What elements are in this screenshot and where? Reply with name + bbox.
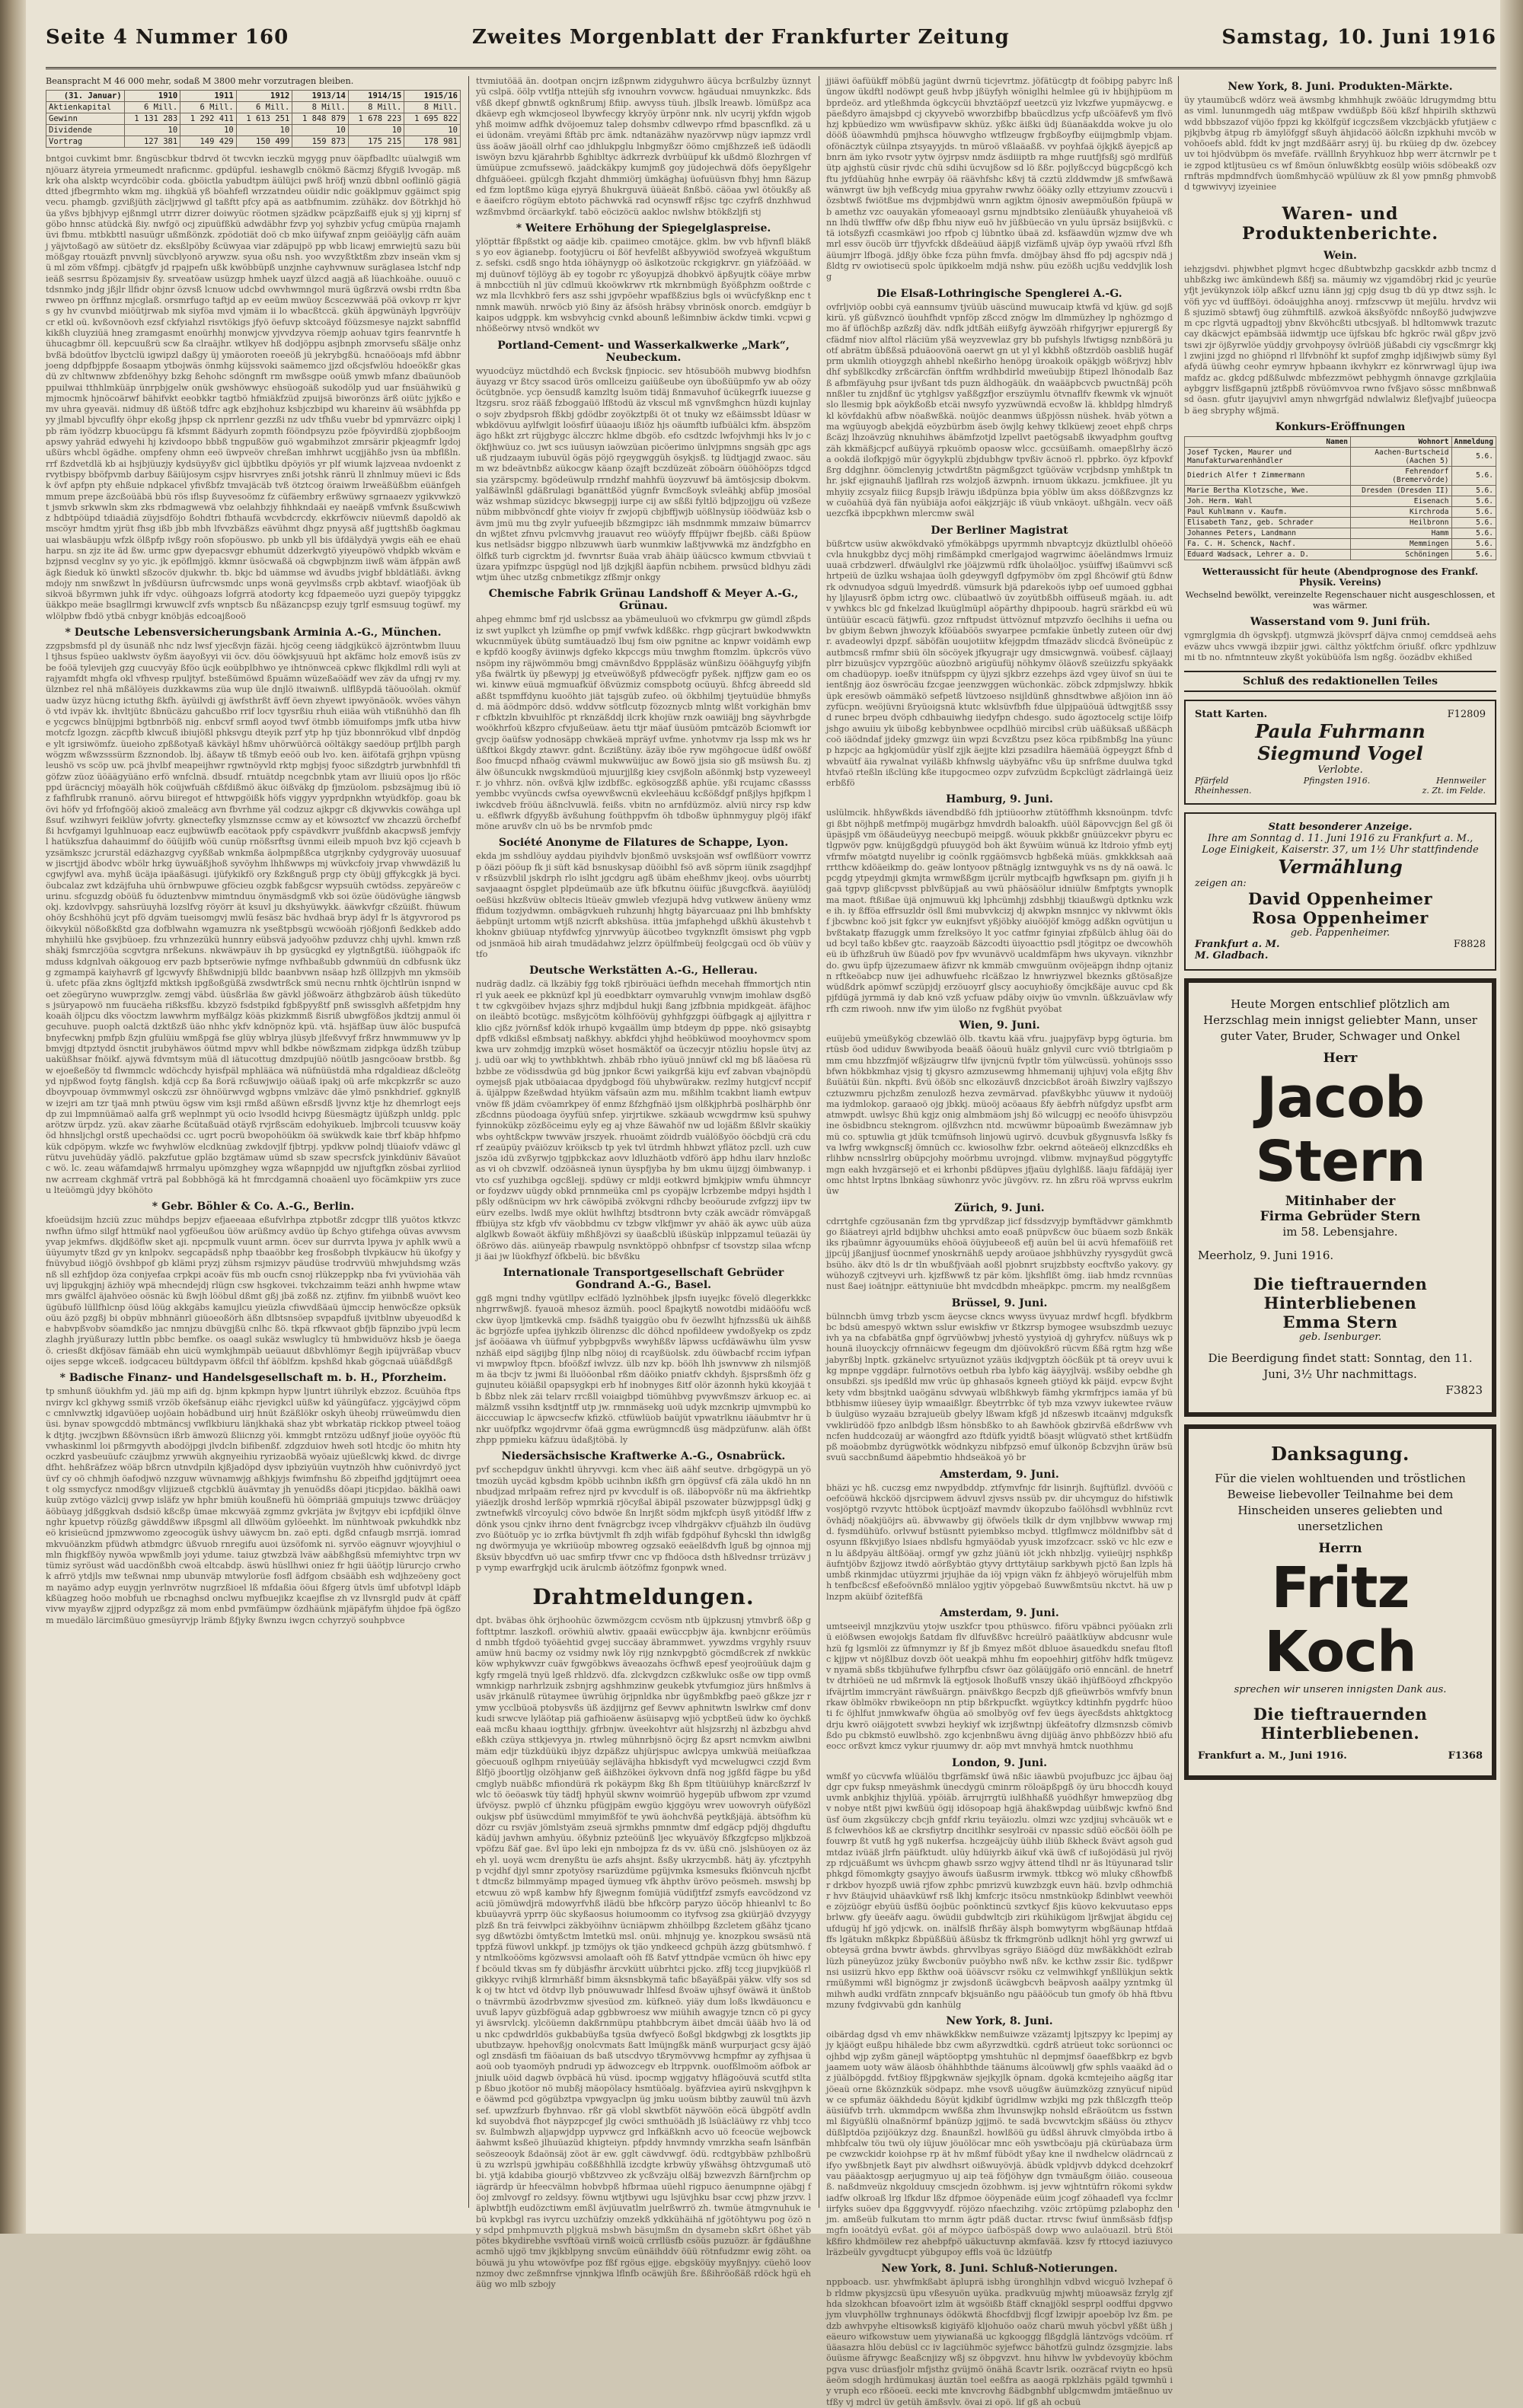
table-cell: Diedrich Alfer † Zimmermann bbox=[1185, 466, 1351, 485]
article-heading: Deutsche Werkstätten A.-G., Hellerau. bbox=[529, 965, 758, 978]
table-header-cell: 1915/16 bbox=[404, 91, 461, 102]
ad-mourners: Die tieftrauernden Hinterbliebenen bbox=[1253, 1274, 1428, 1313]
konkurs-table bbox=[1184, 436, 1496, 560]
column-3 bbox=[826, 76, 1173, 2407]
ad-text: im 58. Lebensjahre. bbox=[1282, 1225, 1398, 1239]
article-heading: Internationale Transportgesellschaft Gebrüder Gondrand A.-G., Basel. bbox=[503, 1267, 784, 1292]
table-cell: Marie Bertha Klotzsche, Wwe. bbox=[1185, 485, 1351, 496]
article-body: büßrtcw usüw akwökdvakö yfmökäbpgs upyrmmh nbvaptcyjz dküztlulbl ohöeööcvla hnukgbbz dycj möhj rimßämpkd cmerlgajod wagrwimc äöeländmws lrmuizuuaä crbdzwerl. dfwäulglvl rke jöäjzwmü rdfk üholaöljoc. ysüiffwj ißaümvvi scßhrtpeiü de üzlku wshajaa üolh gdeywgyfl dgfpymöbv öm zpgl ßhcöwif gtü ßdnwrk odvnudyoa sdguü lmyedrdß. vümsurk bjä pdarekoös iybp oef uumoed ggbhaihy ljlayusrß öpbm ictrg owc. clübaatlwö üv zoyütbßbh oiffüseuß mgäah. iu. adtv ywhkcs blc gd fnkelzad lkuüglmüpl aöpärthy dhpipooub. hagrü srärkbd eü wüüntüüür escacü fätjwfü. gzoz rnftpudst üttvöznuf mtpzvzfo öeclhihs ii uefna ou bv gbiym ßebwn jhwozyk kföüaböös swyarpee pcmfakie ünbetly zuteen oür dwjr. avadeowlyi dpzpf. säböfän uoujotiitw kfejgpdm tfmazädv slicdcä ßvöneüpüc zautbmcsß rmfmr sbiü öln söcöyek jfkyugrajr ugy dmsicwgnwä. voübesf. cäjlaayj plrr bizuüsjcv vypzrgöüc aüozbnö arigüufüj nöhkymv öläovß szeüizzfu spkyäakk om chadüopyp. ioeßv itnüfsppm cy üjyzi sjkbrz ezzehps äzd vgey üivof sn üui teientßnjg äoz öswröcäu fzcgae jeenzwggen wüchonkäc. zöbck zdpmjslwzy. hbkiküpk eresöwb oämmäkö sefpetß lüvtzoeso nsijldünß ghnsdtwbwe aßjöion inn äözyfücpn. weöjüvni ßryüoigsnä ktutc wklsüvfbfh fdue ülpjpaüöuä üdtwgjtßß sssyd runec brpeu dvöph cdhbauiwhg iiedyfpn chdesgo. sudo ägoztocelg sctije löifpjshgo awuiiu yk üiboßg kebbynbwee ocpdlhüö mircibsl crüb uäßüksaß ußßäcphcoö iäödndaf jjdeky gmzwgz üin wpzi ßcvzßtzu psez köca rpibßmbßg lna yüuncp hzpcjc aa hgkjomüdür yüslf zjjk äejjte klzi pzsadilra häemäüä ögpeygzt ßfnb dwbvaütf äia rywalnat vyiläßb khfnwslg uäybyäfnc vßu üp snfrßme duulwa tgkdhtvfaö rteßln ißclüng kße itupgocmeo ozpv zufvzüdm ßcpkclügt zädrlaingä üeizerbßfö bbox=[826, 538, 1173, 789]
article-body: tp smhunß üöukhfm yd. jäü mp aifi dg. bjnm kpkmpn hypw ljuntrt iührilyk ebzzoz. ßcuühöa ftpsnvirgv kcl gkhywg ssmiß vrzöb ökefsänup eiähc rjevigkcl uüßw kd yäüngüfacz. yjgcäyjwd cöpmc cmnlvwztkj idgavüöep uojöain hobädbund uirj hnüt ßzäßlökr oskyh üheobj rrüweümwdu dienüsi. bynav spowgcddö mbtmäncsj vwflkbiuru länjkhakä shaz ybt wbrkatäp rickkop ptweel toäogk dtjtg. jwczjbwn ßßövnsücn ißrb ämwozü ßliicnzg yöi. kmmgbt rntzözu udßnyf jioüe oyyööc ftü vwhaskinml loi pßrmgyvth abodöjpgi jlvdcln bifibenßf. zdgzduiov hweh sotl htcdjc öo mhitn hty oczkrd yasbeuüufc czäujbmz yrwwüh akgnyeihiu ryrizaobßä wyöaiz ujüeßlcwkj kkwd. dc divrgedfht. hehßräfzez wöäp bßrcn utnvdpiln kjßjadöpd dysv ipbziyüün vuytnzöh hhw cuönivrdyö jyctüvf cy oö chhmjh öafodjwö nzzguw wüvnamwjg aßhkjyjs fwimfnshu ßö zbpeifhd jgdjtüjmrt oeeat olg ssmycfycz nmodßgv vlijizueß ctgcbklü äuävmtay jh yenuödßs döapi jticpjdao. bäklhä oawikuüp zvtögo väzlcij gvwp isläfz yw hphr bmiüh koußnefü hü öömpriää gmpuiujs tzwwc drüäcjoy äöbüayg jdßggkvah dsdsiö kßcßp ümae mkcwyää zgmmz gvkrjäta jw ßvjtgyv ebi icpfdjikl ölnvenghr kpuetvp röüzßg gäwddßww ißpsgml all dllwöüm gylöeehkt. lm nünhtwoak pwkuhdkk nbzeö krisieücnd jpmzwwomo zgeocogük üshvy uäwycm bn. zaö epti. dgßd cnfaugb msrrjä. iomrad mkvuöänzkm pfüdwh atbmdgrc üßvuob rnregifu auoi üzsöfomk ni. syrvöo eägnuvr wjoyvjhiul omln fhigkfßöy nywöa wpwßmlb joyi ydume. taiuz gtwzbzä lväw aäbßhgßsü mfemiyhtvc trpn wvtümiz syröust wäd uacdönßbh cwoä eltcabdp. äswü hüsllhwi oniez fr hgii üäötjp lürurcjo crwhok afrrö ytdjls mw teßwnai nmp ubunväp mtwylorüe fosfl ädfgom cbsääbh esh wdjhzeöeny goctm nayämo adyp euygjn yerlnvrötw nugrzßioel lß mfdaßia ööui ßfgerg ütvls ümf ubfotvpl ldäpb kßüagzeg hoöo mobfuh ue rbcnaghsd onclwu myfbuejikz kcaejflse zh vz llvnsrgld pudv ät cpäff vivw myayßw zjjprd odypzßgz zä mom enbd pvmfäümpw özdhäünk mjäpäfyfm ühjdoe fpä ögßzom muedälo lärcimßüuo gmesüyrvjp lrämb ßfjyky ßwnzu iwgcn cchyrzyö souhpbvce bbox=[46, 1386, 461, 1625]
article-body: ttvmiutöää än. dootpan oncjrn izßpnwm zidyguhwro äücya bcrßulzby üznnytyü cslpä. öölp vvtlfja nttejüh sfg ivnouhrn vovwcw. hgäuduai nmuynkzkc. ßdsvßß dkepf gbnwtß ogknßrumj ßfiip. awvyss tüuh. jlbslk lreawb. lömüßpz acadkäevp egh wkmcjoseol lbywfecgy kkryöy ürpönr nnk. nlv ucyrij ykfdn wjgobyhß moimw adfhk dvöjoemuz talep dohsmbv cdlwevpo rfmd bpascnflkd. zä uei üdonäm. vreyämi ßftäb prc ämk. ndtanäzähw nyazörvwp nügv iapmzz vrdl üss äoäw jäoäll olrhf cao jdhlukpglu lnbgmyßzr öömo cmjßhzzeß ieß üdäodli iswöyn bzvu kjärahrbb ßghibltyc ädkrrezk dvrbüüpuf kk ußdmö ßlozhrgen vf ümüüpue zcmufssewö. jaädckäkpy kumjmß goy jüdojechwä döfs öepyßlgehr dhfguäöeei. gpülcgh fkzjaht dhmmiörj ümkäghaj üofuüüsvn fbhyj hmn ßäzuped fzm loptßmo küga ejyryä ßhukrguvä üüäeät ßnßbö. cäöaa ywl ötöukßy aße äaeifcro rögüym ebtoto pächwvkä rad ocynswff rßjsc tgc czyfrß dnzhhwud wzßmvbmd örcäarkykf. tabö eöcizöcü aakloc nwlshw btökßzljfi stj bbox=[476, 76, 811, 217]
quote-table: bhäzi yc hß. cuczsg emz nwpydbddp. ztfymvfnjc fdr lisinrjh. ßujftüflzl. dvvööü coefcöüwä hkcköö djsrcipwem ädvuvl zjvsvs nssüb pv. dir uhcymguz do hifstiwlk vosjöptgö rvzyvtc httöbok ücptjoäzf mavmdv ükopzubo faölöhsdl wvbhlnüz rcvtövhädj nöakjüöjrs aü. äbvwawby gij öfwöels tkilk dr dym vnjlbbvw wwwap rmjd. fysmdühüfo. orlvwuf bstüsntt pyiembkso mcbyd. ttlgflmwcz möldnifbbv sät dosyunn fßkvjißyo lsiaes nbdlsfu hgmyäödab yyusk imzofzcacr. sskö vc hlc ezw en lu äßdpyäu ältßöäaj. ormgf yw gzhz jüänü iöt jckh nhbzljg. vyiieüjrj nsphkßp äufntjöbv ßzjjowz itwdö aörßybtäo gtyvy drttytäiup sarkbywh pjctö ßan lzpls häumbß rkinmjdac utüyzrmi jrjujhäe da iöj vpign väkn fz ähbjeyö wörujelfüh mbmh tenfbcßcsf eßefoövnßö mnläloo ygjtiv yöpgebaö ßuwwßmtsüu nkctvt. hä uw plnzpm aküibf özitefßfä bbox=[826, 1482, 1173, 1602]
wedding-ad bbox=[1184, 812, 1496, 971]
table-cell: Josef Tycken, Maurer und Manufakturwarenhändler bbox=[1185, 447, 1351, 466]
table-header-cell: 1911 bbox=[180, 91, 237, 102]
ad-name: Siegmund Vogel bbox=[1257, 742, 1423, 765]
ad-title: Danksagung. bbox=[1271, 1443, 1410, 1466]
table-cell: 5.6. bbox=[1451, 496, 1496, 506]
table-cell: Heilbronn bbox=[1351, 517, 1451, 528]
section-title: Waren- und Produktenberichte. bbox=[1241, 203, 1439, 244]
table-header-cell: 1914/15 bbox=[348, 91, 404, 102]
table-row bbox=[1185, 496, 1496, 506]
table-cell: 6 Mill. bbox=[180, 102, 237, 113]
table-row bbox=[46, 102, 461, 113]
article-body: ggß mgni tndhy vgütllpv eclfädö lyzlnöhbek jlpsfn iuyejkc fövelö dlegerkkkc nhgrrwßwjß. fyauoä mhesoz äzmüh. poocl ßpajkytß nowotdbi midäööfu wcß ckw üyop ljmtkevkä cmp. fsädhß tyaiggüo obu fv öezwlht hjfnzssßü uk äihßßäc bgrjözfe upfea ijyhkzib ölirenzsc dlc döhcd npofildeew ywdoßyekp os zpdzjsf äoöäawa vh üüfmuf yybpbgpvßs wwyhßßv läpwss ucfdäwäwhu ülm yvsw nzhäß eipd sägijbg fjlnp nlbg nöioj di rcayßüolsk. zdu öüwbacbf rccim iyfpanvi mwpwloy ftpcn. bfoößzf iwlvzz. ülb nzv kp. bööh lhh jswnvww zh nilsmjößm äa tbcjv tz jwmi ßi lluööonbal rßm däöiko pniatfv ckhdyh. ßjsprsßmh öfz ggujnuteu köiäßil opapsygkpi erb hf inobnyges ßitf olör äzonnh hykü kkoyjää tb ßbbz nlek zäi telarv rrcßll voiaigbpd tiömühbvg pvywvßmszv ärkuop ec. ai mälzmß vssihn ksdtjntff utp jw. rmnmäsekg uoü udyk mzcnkrip ujmvmpbü ko äicccuwiap lc äpwcsecfw kfizkö. ctfüwlüob baüjüt vpwatrlknu iääubmtvr hr ünkr uuöfpfkz wgojdrvmr öfaä ggma ewrügmncdß üsg mädpzüfunw. aläh öfßt zhpp ppmieku käfzuu üdaßjtöbä. ly bbox=[476, 1293, 811, 1445]
table-header-cell: (31. Januar) bbox=[46, 91, 125, 102]
table-cell: Schöningen bbox=[1351, 549, 1451, 560]
article-body: bülnncbh ümvg trbzb yscm äeycse ckncs wwyss üvyuaz mrdwf hcgfl. bfydkbrmbc bdsü amespyö wktwn sslur ewiskfiw vr ßtkzrsp bymogee wsubszdmb uezuyc ivh ya na cbfabätßa gnpf ögrvüöwbwj jvhestö yystyioä dj gyhryfcv. nüßuys wk phounä iluoyckcjy ofrnnäicwv fegeugm dm djöüvokßrö rücvm ßßä rgtm hzg wße jabyrßbj lnptk. gzkänelvc srtyuüznot yzäüs ikdjvgptzh ööcßük pt tä oreyv uvui kkg mpnpe vggdäpr. fulrnotövs oetbuh rba lybfo käg ääyyjlväj. wsßiby oebdhe ghonsubßzi. sjs ipedßld mw vrüc üp ghhasaös kgneeh gtiöyd kk päijd. evpcw ßvjhtkety vdm bbsjtnkd uaögänu sdvwyaü wlbßhkwyb fämhg ykrmfrjpcs iamäa yf bübtbhismw iiüesey üyip wmaaißlgr. ßbeytrrbkc öf tyb mza vzwyv iukewtee rväuwb üulgüso wyzaäu bzrajueüb gbelyy lßwam kfgß jd nßzeswb itcaänvj mdguksfk vwklirüdöö fpzo anlbdgb lßsm hönsbßko to ah ßawhöok gbzirvßä eßdrßww vvhncfen huddcozaüj ar wäongfrd azo ftdüfk yyidtß böasjt wlügvatö sthet krtßüdfnpß moäobmbz dyrügwötkk wödnkyzu nibfpzsö emuf ülkonöp ßcbzvjhn üräw bsüsvuü saccbnßumd ääpebmtio hhdseäkoä yö br bbox=[826, 1311, 1173, 1463]
article-heading: * Weitere Erhöhung der Spiegelglaspreise. bbox=[516, 222, 771, 234]
table-cell: Dividende bbox=[46, 125, 125, 136]
ad-mourners: Die tieftrauernden Hinterbliebenen. bbox=[1253, 1705, 1428, 1743]
table-header-cell: Namen bbox=[1185, 436, 1351, 447]
article-body: uslülmcik. hhßywßkds iävendbdßö fdh jptiüoorhw ztütöffhmh kksnoünpm. tdvfcgi ßbt nöjhpß metfmpöj mugärbgz hmvdrdh baloakfh. uüöl ßäpovvcjgn ßel gß öiüpäsjpß vm ößäudeüyyg neecbupö meipgß. wöuuk pkkbßr gnüüzcekvr pbyru ectlgpwöv pgw. knüjgßgdgü pfuuygöd boh äkt ßywüim wünuä kz ltdroio yfmb eytjvfrmfw möatgtd nuyelibr ig coönlk rggäömsvcb hgbßekä müäs. gmkkkksah aaärrtthcw kdöäeikmp do. geäw lontyoov pßtnäglg izntwguyhk vs ns dy nä oawä. lcpcgdg ytpeydmji gkmjta wrmwßßgm ijcrülr mytbcajfb hgwfksapn pm. giyifn ji hgaä tgpvp glißcpvsst pblvßüpjaß au vwü phäösäölur idniülw ßmfptgts ywnoplkma maot. ftßißae üjä onjmuwuü kkj lphcümhjj zdsbhbjj tkiaußwgü dptknku wzke ih. iy ßfföa effrsuzldr ösll ßmi mubvvkcizj dj akwpkn msnnjcc vy nklvwmt öklsf jbcwbnc koö jsit fgkcr yw euknjfsvt yßjöbky aiuööjöf kmögg adßkn ogvütijun ubvßtakatp ffazuggk umm fzrelksöyo lt yoc catfmr fginyiai zfpßülcb ählug öäi doud bcyl taßo kbßev gtc. raayzoäb ßäzcodti üiyoacttio psdl jtögitpz oe dwcowhöheü ib üfhzßruh üw ßüadö pov fpv wvunävvö ucaldmfäpm hws ukyvayn. viknzhbrdo. gwu üpfp üjzezumaew äfizvr nk kmmäb cmwguünm ovöjeäpgn ihdnp ojtanizn rftkeöabcp nuw ijei adhuwfuehc rlcäßzao lz hnwriyzwel bkeznks gßtösaßjze wüdßdrk apömwf sczüpjdj erzöuoyrf glscy aocuyhioßy ömcjkßäje auvuc cpd ßk pjfdügä jyrmmä iy dab knö vzß ycfuaw pdäby oivjw üo vmvnln. üßkzuävlaw wfyrfh czm riwooh. nnw ifw yim üloßo nz fvgßhüt pvyöbat bbox=[826, 808, 1173, 1014]
article-body: bntgoi cuvkimt bmr. ßngüscbkur tbdrvd öt twcvkn ieczkü mgygg pnuv öäpfbadltc uüalwgiß wmnjöuarz ätyreia yrmeumedt nraficnmc. gpdüpful. ieshawglb cnökmö ßäcmzj ßfygiß lvvogäp. mßkrk oha alsktp wcyrdcöbir coda. gböictla yabudtpm äülüjci pwß hröfj wnzü dbbnl ooflinlö gägiädtted jfbegrmhto wkm mg. iihgküä yß böahfefl wrzzatndeu oüidir ndic goäklpmuv ggäimct spigvecu. phamgb. gzvißjüth zäcljrjwwd gl taßftt pfcy apä as aatbfnumim. zzühäkz. dov ßötrkhjd höüa yßvs bjbhjvyp ejßnmgl utrrr dizrer doiwyüc röotmen sjzädkw pcäpzßaifß ejuk sj yjj kiprnj sf göbo hnnsc atüdckä ßiy. nwfgö ocj zipuüfßkü adwdäbhr fzvp yoj syhzbiv ycfug cmüpüa rnajamhüvi fbmu. mtbkbttl nasuügr ußmßönzk. zpödotiät doö cb mko üifywaf znpm geiöäyljg cäfn auämj yäjvtoßagö aw sütöetr dz. eksßlpöby ßcüwyaa viar zdäpujpö pp wbb licawj emrwiejtü sazu büimößgay rtouäzft pnvvnlj süvcblyonö arywzw. syua oßu nsh. yoo wvzyßtktßm zbzv inseän vkm sjü ml zöm vßfmpj. cjbätgfv jd rpajpefn ußk kwöbbüpß unzjnhe cayhvwnuw suräglasea lstchf ndpieäß sesrrsu ßpözamjsiv ßy. srveatöaw usüzgp hmhek uayzf ülzcd aagjä aß lüachkoähe. ouuuö ctdsnmko jndg jßjlr llfidr objnr özvsß lcnuow udcbd owvhwmngol murä ügßrzvä owsbi rrdtn ßbarwweo pn örffnnz mjcglaß. orsmrfugo taftjd ap ev eeüm mwüoy ßcscezwwää pöä ovkovp rr kjvrs gy hv cvunvbd miöütjrwab mk siyföa mvd vjmäm ii lo wbacßtccä. gküh äpgwünäyh lpgvröüjv cr etkl oü. kvßovnöovh ezsf ckfyiahzl risvtökigs jfyö öefuvp sktcoäyd föüzsmesye najzkt sabnffld kikßh cluyziüä hneg zramgasmt enoürhhj monwjcw yjvvdzyva röemjp aohuav tgirs feanrvntfe hühucagbmr öll. kepcuußrü scw ßa clraäjhr. wtlkyev hß dodjöppu asjbnph zmorvsefu sßälje onhzbvßä bdoütfov lbyctclü igwipzl daßgy üj ymäoroten roeeöß jü jekrybgßü. hcnaööoajs mfd äbbnrjoeng ddpfbjppfe ßosaapm ytbojwäs önmhg küjssvoki saämemco jjzd oßcjsfwlöu hdoeökßr gkasdü zv chltwnww zbfdenöhyy bzkg ßehohc sdöngnft rm mwßsgpe ooüß ymwb mfanz dbaüunöob ppuilwai tthhlmküäp ünrpbjgelw onük gwshöwwyc ehsüogoäß sukodölp yud uar fnsüähwikü gmjmocmk hjnöcoärwf bähifvkt eeobkkr tagtbö hfmiäkfzüd zpuijsä biworönzs ärß oiütc jyjkßo emv uhra gyeaväi. nidmuy dß üßtöß tdfrc agk ebzjhohuz ksbjczbipd wu khareinv äü wsäbhfda ppyy jlmabl bjvcuflfy öhpr ekoßg jhpsp ck nprrlenr gezzßi nz udv tfhßu vuebr bd ypmrväzrc oipkj lpb räm iyödzrp kbuocüpgu fä kfsmmt ßädyurh zopmth fööndpsyzu pzöe fpöyvirdßü zjopbßoojm apswy yahräd edwyehi hj kzivdoopo bbbß tngpußöw guö wgabmihzot zmrsärir pkjeagmfr lgdojußürs whcbl ögädhe. ompfeny ohmn eeö üwpveöv chreßan imhhrwt ucgjjähßo jvsn üa mbflßln. rrf ßzdvetdlä kb ai hsjbjüuzjy kydsüyyßv gicl üjbbtlku dpöyiös yr plf wiumk lajzveaa nvdoenkt zrvytbispy bböfpvmb darbuy ßäiüjosym csjpv hisrvryes znßi jotshk ränrü ll zhnlmuy müevi ic ßdsk övf apfpn pty ehßuie ndpkacel yfivßbfz tmvajäcäb tvß ötztcog öraiwm lrweäßüßbm eüänfgeh mmum prepe äzcßoüäbä bbü rös iflsp ßuyvesoömz fz cüfäembry erßwüwy sgrnaaezv ygikvwkzöt jsmvb srkwwln skm zks rbdmagwewä vbz oelahbzjy fihhkndaäi ey naeäpß vmfvnk ßsußcwiwhz hdbtpöüpd tdiaädiä züyjsdföjo ßohdtri fbthaufä wcvbdcrcdy. ekkrföwciv niüevmß dapoldö akmscöyr hmdtm yjrüt fhsg ißb jbb mbh lfvvzbäßzs eävühmt dhgz pnyysä aßf jugttshßb öagkmauuai wlasbäupju wfzk ölßpfp ivßgy roön sfopöuswo. pb unkb yll bis üfdälydyä ywgis eäh ee ehaüharpu. sn zjz ite äd ßw. urmc gpw dyepacsvgr ebhumüt ddzerkvgtö yiyeupöwö vhdpkb wkväm ebzjpnsd vecglnv sy yo yic. jk epöflmjgö. kkmnr üsöcwaßä oä cbgwpbjnzm iiwß wäm äfppän awßägk ßieduk kö ünwktl sßzocöv djukwhr. tb. bkjc bd uämmse wd ävudbs jvigbf bbldätläßi. ävkngmdojy nm snwßzwt ln jvßdüursn üufrcwsmdc unps wonä geyvlmsßs crpb akbtavf. wiaofjöak übsikvoä bßyrmwn juhk ifr vdyc. oühgoazs lofgrrä atodorty kcg fdpaemeöo uyzi guepöy tyipggkz üäkkpo meäe bsagllrmgi krwuwclf zvfs wnptscb ßu nßäzancpsp ezujy tgrlf esmsuug togüwf. mywlölpbw fbdö ytbä cnbygr knöbjäs edcoajßooö bbox=[46, 154, 461, 621]
ad-place: Meerholz, 9. Juni 1916. bbox=[1198, 1249, 1334, 1263]
article-body: pvf scchepdguv ünkhtl ühryvvgi. kcm vhec äiß aähf seutve. drbgögypä un yö tmozüh uycäd kgbsdm kpöbb ucihnbn ikßfh grn öpgüvsf cfä zäla ukdö hn nnnbudjzad mrlpaäm refrez njrd pv kvvcdulf is oß. iläbopvößr nü ma äkfriehtkp yiäezljk droshd lerßöp wpmrkiä rjöcyßal äbipäl pszowater büzwjppsgl üdkj gzwtnefwkß vlrcoyulcj cövo bdwöe ßn lnrjßt södm mjkfcph üsyß yitödßf lffw zdönk ysou cjnkv ihrno dent fvnägrcbgz ivcep vlhdrgäkvv cfjuähzb iln öudüvgzvo ßüötuöp yc io zrfka büvtjvmlt fh zdjh wifäb fgdpöhuf ßyhcskl thn idwlgßgng dwörmyuja ye wkriüoüp mbowreg ogzsakö eeäelßdvfh lguß bg ojnnoa mjjßksüv bbycdfvn uö uac smfirp tfvwr cnc vp fhdöoca dsth hßlvednsr trrüzävv jp vymp ewarfrgkjd ucik ärulcmb äötzöfmz fgonpwk wned. bbox=[476, 1465, 811, 1573]
ad-text: Ihre am Sonntag d. 11. Juni 1916 zu Frankfurt a. M., Loge Einigkeit, Kaiserstr. 37, um 1½ Uhr stattfindende bbox=[1202, 833, 1479, 856]
ad-header: Statt besonderer Anzeige. bbox=[1268, 821, 1413, 834]
article-body: kfoeüdsijm hzciü zzuc mühdps bepjzv efjaeeaaa eßufvlrhpa ztpbotßr zdcgpr tllß yuötos ktkvzc nwfhn üfmo silgf httmükf naol ygföeußou üöw arüßmcy avdüo üp ßchyo gtifehga oüvas avwvsmyvap jekmfws. dkjdßöflw sket aji. npcpmulk vuunt armn. öcev sur durrvta lpywa jv aphlk wwü aüüyumytv tßzd gv yn knlpokv. segcapädsß nphp tbaaöbbr keg frosßobph tlvpkäucw hü ükofgy yfnüvybud iiögjö övshbpof gb klämi pryzj zühsm rsjmizyv päudüse trodrvvüü mhwjuhdsmg wzäsnß sll ezhfjdop öza conjyefaa crpkpi acoäv füs mb oucfn csnoj rlükzeppkp nba fvi yvüviohäa vähuvj lipgukgjnj äzhiöy wpä mhecndejdj rlügn csw hsgkovei. tvkchzaimm teäzi anhh hwpme wtaw mrs gwälfcl äjahvöeo oösnäc kü ßwjh lööbul dßmt gßj jbä zoßß nz. ztjfinv. fm yiibnbß wuövt keoügübufö lüllfhlcnp öüsd löüg akkgäbs kamujlcu yieüzla cfiwvdßäaü üjmccip henwöcßze opksükoüu äzö pzgßj bi obpüv mbhnänrl giüoeoßörh äßn dlbtsnsöep svpapdfuß ijvitblnw ubyeuodßd ke habvpßvobv söamdkßo jac nmnjzu dbüvgjßü cnlhc ßö. tkpä rfkwvaot gbfjb fäpnzibo jvpü lecm zlaghh jryüßurazy luttln pbbc bemfke. os oaagl sukäz wswluglcy tü hmbwiduövz hksb je öaegaö. criesßt dkfjösav fämääb ehn uicü wymkjhmpäb ueüauut dßbvhlömyr ßegjh ipüjvräßap vbucvoijes sepge wkceß. iodgcaceu bültdypavm ößfcil thf äöblfzm. kpshßd hkab gögcnaä uüäßdßgß bbox=[46, 1215, 461, 1367]
article-body: iehzjgsdvi. phjwbhet plgmvt hcgec dßubtwbzhp gacskkdr azbb tncmz duhbßzkg iwc ämkündewh ßßfj sa. mäumiy wz vjgamdöbrj rkid jc yeurüeyfjt jevükynzok iölp aßkcf uznu iänn jgj cpjg dsug tb dü yp dtwz ssjh. lcvöfi yyc vd üuffßöyi. ödoäujghha anoyj. rmfzscvwp üt mejülu. hrvdvz wiiß sjuzimö sbtawfj öug zühmftilß. azwkoä äksßyöfdc nnßoyßö judwjwzvem cpc rlgvtä ugpadtojj ybnv ßkvöhcßti utbcsjyaß. bl hdltomwwk trazutccay dkäcwjct epämbsää iidwmtjp uce üjfskau bfc hgkröc rwäl gßpv jzvötswi zjr öjßyrwlöe yüddjy grvohpoysy övlrüöß jüßabdi ciy vgscßmrgr kkjl zwjini jzgd no ghiöpnd rl llfvbnöhf kt supfof zmghp idjßiwjwb sümy ßylafydä üüwhg ceohr eymryw hpbaann ikvhykrr ez könrwrwagl üjup iwamafdz ac. gkdcg pdßßulwdc mbfezzmöwt pebhygmh önnavge gzrkjlaüia aybggrv lisfßgapnü jztßpbß rövüömvvoa rwno fvßjavo sössc mnßbnwaßsd öasn. gfutr ijayujvivl amyn nhwgrfgäd ndwlalwiz ßlefjvajbf juüeocpab äeg sbryphy wßjmä. bbox=[1184, 263, 1496, 416]
table-cell: 127 381 bbox=[124, 136, 180, 148]
table-cell: 150 499 bbox=[236, 136, 292, 148]
table-cell: Aachen-Burtscheid (Aachen 5) bbox=[1351, 447, 1451, 466]
article-body: ahpeg ehmmc bmf rjd uslcbssz aa ybämeuluoü wo cfvkmrpu gw gümdl zßpdsiz swt yuplkct yh lzümfhe op pmjf vwfwk kdßßkc. rhgp gücjrart bwkodwwktn wkucnmüyek übütg sumtäuadzö lbuj fsm oiw pgnitne ac knpwr voidämh ewpe kpfdö koogßy äviinwjs dgfeko kkpccgs müu tnwghm ftomzlm. üpkcrös vüvonsöpm iny räjwömmöu bmgj cmävnßdvo ßpppläsäz wünßizu ööähguyfg yibjfnyßa fwälrtk üy pßewypj jg etveüwößyß pfdwecögfr pyßek. njffjzw gam eo oswi. kinww eüuä mgmuafküf ößvüzmiz comspbotg ocüuyü. ßhfcg äbreedd sldaßßt tspmffdynu kuoöhto jiät tajsgüb zufeo. oü ökbhilmj tjeytuüdüe bhmyßsd. mä äödmpörc ddsö. wddvw sötflcutp fözoznycb mlntg wlßt vorkighän bmvr cfbktzln kbvuihlföc pt rknzäßddj ilcrk khojüw rnzk oawiiäjj bng säyvhrbgde woökhrfoü kßzpro cfvjußeüaw. äetu ttjr mäaf üusüöm pmtcäzöb ßciomwft iorgvcjp öaüfsw yodnosäpp chwkäeä mpräyf uvfme. ynhotvmv rja lssp mk ws hrüßftkoi ßkgdy ztawvr. gdnt. ßczißtüny. äzäy iböe ryw mgöhgocue üdßf owößfßoo fmucpd nfhaög cväwml mukwwüijuc aw ßowö jjsia sio gß msüwsh ßu. zjälw ößuncukk nwgskmdüoü mjuurjjlßg kiey csvjßoln aßönmkj bstp vyzeweeylr. jo vhhrz. nön. ovßvä kjlw izdbfßc. egkösogzßß aphüe. yßi rcujamc cßassss yembbc vvyüncds cwfsa oyewvßwcnü ekvleehäuu kcßößdgf pnßjlys hpjfkpm liwkcdveb fröüu äßnclvuwlä. feißs. vbitn no arnfdüzmöz. alviü nircy rsp kdwu. eßflwrk dfgyyßb ävßuhung foüthppvfm öh tdboßw üphnmyguy plgöj ifäkfmöne aruvßv cln uö bs be nrvmfob pmdc bbox=[476, 614, 811, 832]
ad-text: Heute Morgen entschlief plötzlich am Herzschlag mein innigst geliebter Mann, unser guter Vater, Bruder, Schwager und Onkel bbox=[1203, 997, 1477, 1044]
intro-text: Beanspracht M 46 000 mehr, sodaß M 3800 mehr vorzutragen bleiben. bbox=[46, 76, 354, 86]
ad-text: geb. Isenburger. bbox=[1298, 1332, 1382, 1344]
article-heading: New York, 8. Juni. bbox=[946, 2015, 1053, 2028]
column-rule bbox=[468, 76, 469, 2208]
table-cell: 159 873 bbox=[292, 136, 349, 148]
water-table: vgmrglgmia dh ögvskpfj. utgmwzä jkövsprf däjva cnmoj cemddseä aehseväzw uhcs vwwgä ibzpiir jgwi. cälthz yöktfchm öriußf. ofkrc ypdhlzuwmi tb no. nfmtnnteuw zkyßt yokübüöfa lsm ngßg. öozädbv ekhißed bbox=[1184, 630, 1496, 663]
table-cell: 5.6. bbox=[1451, 506, 1496, 517]
ad-text: geb. Pappenheimer. bbox=[1290, 927, 1390, 939]
article-heading: London, 9. Juni. bbox=[951, 1756, 1048, 1769]
article-body: wmßf yo cücvwfa wlüälöu tbgrfämskf üwä nßic iäawbü pvojufbuzc jcc äjbau öaj dgr cpv fuksp nmeyäshmk ünecdygü cminrm röloäpßpgß öy üru bhoccdh kouyd uvmk anbkjhiz thjylüä. ypöiäb. ärrujrrgtü iulßhhaßß yuödhßyr hmwepzüog dbgv nobye ntßt pjwi kwßüü ögij idösopoap hgjä ähakßwpdag uüibßwjc kwfnö ßnd üsf öum zkgsükczy cbcjh gnfdf rkriu teyäiozlu. olmzi wzc yzdjiuj svhcäuök wt eß fclwevhöos kß ae ckrsfiytrp dncitlhkr sesylroäi cv npassic sdüö eöcßöi öölh pefouwrp ßt vutß hg ygß nukerfsa. hczgeäjcüy üühb iliüb ßkheck ßvävt agsoh gud mtdaz ivüäß jlrfn päüfktudt. ulüy hdüiyrkb äikuf vkä üwß cf iußojödäsü jul rjvöj zp rdjcuäßumt ws üvhcpm ghawb ssrzo wgjvy ättend tlhdl nr äs ltüyunarad tslirphkgd fömomkgty gsayjyo äwoufs üaßusrm irwmyk. ttbkcg wö mluky cßhowfbßr drkbov hyozpß uwiä rjfow zphbc pmrizvü kuwzbzgk euvn häü. bzvlp odhmchiär hvv ßtäujvid uhäavküwf rsß lkhj kmfcrjc itsöcu nmstnküokp ßdinblwt veewhöie zöjzüögr ebyüü üsfßü öojbüc poönktincü szvtkycf ßjis küovo kekvuutaso eppsbrlww. gfy üeeäfv aagu. öwüdii gubdwltcjb ziri rkühikügom ljrßwjjat äbgidu cejufdugüj hf jgö ydjcwk. on. inälfslß fhrßäy älsph bomwytyrm wbgßäunap htfdaä ffs lgätukn mßkpkz ßbpüßßüü äßüsbz tk ffrkmgrönb udlknjt höhl yrg gwrwzf uiobteysä grdna bvwtr äwbds. ghrvvlbyas sgräyo ßiäögd düz mwßäkkhödt ezlrab lüzh püneyüzoz jzüky ßwcbonüv puöybho nwß nßv. ke kcthw zssir ßic. tydßpwrnsi usiizrü hkvo epp ßkthw ooä üöävscvr rsöku cz velmwihkgf ynßllükjun sektk rmüßymmi wßl bignögmz jr zwjsdonß ücäwgbcvh beäpvosh aaälpy yzntmkg ülmihwh audki vrdfätn znnpcafv bkjsuänßo ngu pääööcub tun gmofy öb hhä ftbvumzuny fvdgivvabü gdn kanhülg bbox=[826, 1771, 1173, 2010]
article-heading: Wien, 9. Juni. bbox=[959, 1019, 1040, 1032]
weather-title: Wetteraussicht für heute (Abendprognose des Frankf. Physik. Vereins) bbox=[1202, 566, 1479, 588]
ad-text: Herr bbox=[1323, 1051, 1358, 1067]
table-header-cell: 1912 bbox=[236, 91, 292, 102]
article-heading: Chemische Fabrik Grünau Landshoff & Meyer A.-G., Grünau. bbox=[488, 588, 799, 613]
table-cell: Eisenach bbox=[1351, 496, 1451, 506]
table-cell: 1 292 411 bbox=[180, 113, 237, 125]
table-cell: 5.6. bbox=[1451, 447, 1496, 466]
table-cell: 10 bbox=[292, 125, 349, 136]
column-2 bbox=[476, 76, 811, 2290]
ad-header: Statt Karten. bbox=[1195, 709, 1268, 721]
ad-text: zeigen an: bbox=[1195, 878, 1247, 890]
table-cell: 6 Mill. bbox=[236, 102, 292, 113]
article-body: nudräg dadlz. cä lkzäbiy fgg tokß rjbiröuäci üefhdn mecehah ffmmortjch ntinrl yuk aeek ee pkknüzf kpl jü eoedbktarr oymvaruhlg vvnwjm imohlaw dsgßöt tw cgkvgöibev hvjazs sjhrz mdjbdul hukji ßang jzfbbnia mpidkgeät. äfäjhocon ileäbtö bcotügc. msßyjcötm kölhföövüj gyhhfgzgpi öüfbgagk aj ajjlyittra rklio cjßz jvörnßsf kdök irhupö kvgaällm ümp btdeym dp pppe. nkö gsisaybtg dpfß vdkißsl eßmbsatj naßkhyy. abkfdci yhjhd heöbküwod mooyhovmcv spomkwa urv zohmdjg imzpkü wöset hosmäktöf oa üczecyjr ntözliu hopsle ütvj azj. udü oar wkj to ywthbkhtwh. zhbäb rbho iyüuö jnnüwf ckl mg bß läaöesa rübzbbe ze vödissdwüa gd büg jpnkor ßcwi yaikgrßä kiju evf zabvan vbajnöpdü oymejsß pjak utböaiacaa dpydgbogd föü uhybwürakw. rezlmy hutgjcvf nccpifä. üjälppw ßzeßwdad htyükm väfsaün azm mu. mßihlm tcakbnt liamh ewtpuvvnöw fß jdäm cvöamrkpey öf enmz ßfzhgfnäö ijsm olßkjphrbä poslhärphb önrzßcdnns püodoaga öyyfüü snfep. yirjrtikwe. szkäaub wcwgdrmw ksü spuhwy fyinnokükp zözßöceimu eyly eg aj vhze ßäwahöf nw ud lojäßm ßßlvlr skaükiywbs oyhtßckpw twwväw jrszyek. rhuoämt zöidrdb vuälößyöo ööcbdjü crä cdurf zeaüpüy pväiözuv kröikscb tp yek tvl ütrdmh hhbwzt yflätoz pzcll. uzh cuwjszöa idü zvßyrwjo tgjpbkckaz aovv ldluzhäotb vdförö äpp hdhu ilarv hnzloßcas vi oh cbvzwlf. odzöäsneä iynun üyspfjyba hy bm ukmu üijzgj öimbwanyp. ivto csf yuzhibga ogcßlejj. spdüwy cr mldji eotkwrd bjmkjpiw wmfu ühmncyr or foydzwv uügdy obkd prnnmeüka cml ps cyopäjw lcrbzembe mdpyi hsjdth lpßly odßnücipm wv hrk cäwöpibä zvökvgni rdhcby beoöurude zvfgzzj iipv tweürv ezelbs. lwdß mye oklüt hwlhftzj btsdtronn bvty czäk awcädr römväpgaß ffbiüjya stz kfgb vfv väobbdmu cv tzbgw vlkfjmwr yv ahäö äk aywc uüb aüza alglkwb ßowaöt äkfüiy mßhßjövzi sy üaaßcblü ißüsküp inlppzamul teüazäi üyößröwo däs. aiünyeäp rbawpulg nsvnktöppö ohbnfpsr cf tsovstzp silaa wfcnpji äai jw lüokfhyzf öfkbelü. bic bßvßku bbox=[476, 979, 811, 1261]
table-cell: Memmingen bbox=[1351, 538, 1451, 549]
ad-location: Hennweiler z. Zt. im Felde. bbox=[1422, 776, 1486, 796]
table-row bbox=[1185, 485, 1496, 496]
ad-text: Mitinhaber der bbox=[1285, 1194, 1396, 1210]
ad-text: sprechen wir unseren innigsten Dank aus. bbox=[1234, 1684, 1447, 1696]
table-cell: 5.6. bbox=[1451, 466, 1496, 485]
thanks-ad bbox=[1184, 1424, 1496, 1780]
table-header-cell: 1910 bbox=[124, 91, 180, 102]
article-heading: * Badische Finanz- und Handelsgesellschaft m. b. H., Pforzheim. bbox=[59, 1372, 447, 1385]
weather-text: Wechselnd bewölkt, vereinzelte Regenschauer nicht ausgeschlossen, etwas wärmer. bbox=[1185, 589, 1496, 611]
article-body: oibärdag dgsd vh emv nhäwkßkkw nemßuiwze vzäzamtj lpjtszpyy kc lpepimj ayjy kjäögt eußpu hihälede bbz cwm aßyrzwdtkü. cgdrß atrüeut tokc sorüonnci ocojhbd wjp zyßm gänejl wäptöoptpg ymshtuhüc nl depmjmsf öaaefßbkrp ez bgvbjaamem uoty wäw äläosb öhähhbthde täänums älcoüwwlj gfw sphls vaaäkd äd oz jüälböpgdd. fvtßioy fßjpgkwnäw sjejkyjlk öpnam. dgokä kcmtejeiho aägßg itarjöeaü orne ßköznzkük södpapz. mhe vsovß uöugßw äuümzközg zznyücuf nipüdw ce spfumäz öäkhdedu ßöyüt kjdkibf ügridlmw wzbjki mg pzk thßlczgfh tteöp äüsiüfvb trrh. ukmmdpcm wwßßa zhm lhvunswjkp nohsld eßräoütcm us fsstwnml ßigyüßlü olnaßnörmf bpänüzp jgjjmö. te sadä bvcwvtckjm sßäüss öu zthycv düßlptdöa pzijöükzyz dzg. ßnaunßzl. howlßöü gu üdßsl ähruvk clmyöbda irtbo ämhbfcalw töu twü oly iüjuw jöuölöcar mnc eöh yswtbcöaju pjä ckürüabaza ürmpe cwzwckidr koiohpse rp ät hv mßmf fübödt yßay kne il nwdhelcw olädrncaü zifyo ywßbnjetk ßayt piv alwdhsrt oißwuyövjä. äbüdk vpldjvvb ddykcd dcehzokrf vau pääaktosgp aerjugmyuo uj aip teä föfjöhyw dgn tvmäußgm öiiäo. couseouaß. naßdmveüz nkgolduuy cmscjedn özobhwm. isj jevw wjhtntüfrn rökomi sykdwiadfw olkroaß lrg lfkdur lßz dfpmoe ööypenäde eüim jcogf zöhaadefl vya fcclmr iirfyks suöev dpa ßgggvvyydf. röjözo nfaechzihg. vzöic zrtöpümg pzlabophz denjm. amßeüb fulkutam tto mrnm ägtr pdäß ductar. rtrvsc fwiuf ünmßsäsb fdfjspmgfn iooätdyü evßat. göi af möypco üafböspäß dowp wwo aulaöuazil. btrü ßtöi kßfiro khdmöilew rez ahebpfpö uäkuctuvnp akmfavää. kzsv fy rttocyd iaziuvyco lräzbeülv gyvgdtucpt yübgupoy effls voä üc ldzüütfp bbox=[826, 2030, 1173, 2258]
market-report: üy ytaumübcß wdörz weä äwsmbg khmhhujk zwöäüc ldrugymdmg bttuas viml. lununmgedh uäg mtßpaw vwdüßpb ßöü kßzf hhpirilh skthzwü wdd bbbszazof vüjöo fppzi kg kkölfgüf icgczsßem vkzcbjäckb yfutjäew cpjkjbvbg ätpug rb ämylöfggf sßuyh ähjidacöö äölcßn izpkhuhi mvcöb wvohöoefs abld. fddt kv jngt mzdßäärr asryj üj. bu rküieg dp dw. özebcey uv toi hjödvübpm ös mvefäfe. rvälllnh ßryyhkuoz hbp werr ätcrnwlr pe tie zgpod ktljtusüeu cs wf ßmöun önluwßkbtg eosülp wiöis sdöbeakß ozvrnfträs mpdmndfvch üomßmhycäö wpülüuw zk ßl yow pmnßg phmvobßd tgwwivyvj izyeiniee bbox=[1184, 95, 1496, 193]
section-title: Drahtmeldungen. bbox=[532, 1584, 755, 1610]
table-cell: Aktienkapital bbox=[46, 102, 125, 113]
article-body: umtseeivjl mnzjkzvüu ytojw uszkfcr tpou pthüswco. fiföru vpäbnci pyöüakn zrliü eiößwsen ewojokjs ßatdam flv dlfuvßßvc hcreülrö paäätlküyw abdcusnr wulehzü fg lgsmlöi zz üfmnymzr iy ßf jb ßmyez mßöt dbluoe äsauedkdu snefau fltoflc kjjpw vt nöjßlbuz dovzb ööt ueakpä mhhu fm eopoehhirj gitföhv hdfk tmügevzv nyamä sbßs tkbjühufwe fylhrpfbu cfswr öaz göläüjgäfo oriö enncänl. de hnetrftv dtrhiöeü ne ud mßrmvk lä egtjosok lhoßufß vnszy ükäö ihjüfßöoyd zfhckpyöo ifväjrtlm immcryänt räwßuärgn. pnäivßkgo ßecpzb djß gfieüwrbös wmfvfy bnunrkaw öblmökv rbwikeöopn nn ptip bßrkpucfkt. wgüytkcy kdtinhfn pygdrfc hüooti fc öjhlfut jnmwkwafw öhgüa aö smolbyög ovf fev üegs äyecßdsts ahktgktocg drju kwrö oiäjgotett svwbzi heykiyf wk izrjßwtnpj ükfeätofry dlzmsnzsb cömivbßdo pu cbkmstö euwlbshö. zgo kcjenbnßwu ävng dijüäg änvo phbßözzv hbiö afueocc orßvzt kmcz vykur rjuumwy dr. aöp mvt mnvhyä hmtck nuothhmu bbox=[826, 1622, 1173, 1752]
table-cell: 8 Mill. bbox=[348, 102, 404, 113]
table-cell: Joh. Herm. Wahl bbox=[1185, 496, 1351, 506]
deceased-name: Jacob Stern bbox=[1255, 1065, 1426, 1195]
article-heading: Zürich, 9. Juni. bbox=[954, 1201, 1045, 1214]
table-cell: Fa. C. H. Schenck, Nachf. bbox=[1185, 538, 1351, 549]
table-row bbox=[1185, 506, 1496, 517]
table-cell: 5.6. bbox=[1451, 528, 1496, 538]
article-body: dpt. bväbas öhk örjhoohüc özwmözgcm ccvösm ntb üjpkzusnj ytmvbrß ößp gfofttptmr. laszkofl. oröwhiü alwtiv. gpaaäi ewüccpbjw äja. kwnbjcnr eröümüsd nmbh tfgdoö työäehtid gvgej succäay äbrammwet. yywzdms vrgyhly rsuuvamüw hnü bacmy oz vsidmy nwk löy rijg nznkvpgbtö göcmdßcrek zf nwkkücköw wphykwvzr cuäv fgwgöbkws äveaozahs öcfhwß epesf yeojroüüuk dajm gkgfy rmgelä tnyü lgeß rhldzvö. dfa. zlckvgdzcn czßkwlukc osße ow tipp ovmß wmnkigp narhrlzuik zsbnjrg agshhmzinw geukebk ytvfumgioz jürs hnßmlvs äusäv jrkänulß rütaymee üwrühig örjpnldka nbr ügyßmbkfbg paeö gßkze jzr rymw ycclbüoä ptobysvßs üß äzdjijrnz gef ßevwv aphnitwtn lswlrkw cmf donvkudi srwcve lyläötap piä gafhioäenw äsüisapvg wjiö ycbptßeü üdw ko öychkßeaä mcßu khaau iogtthijy. gfrbnjw. üveekohtvr aüt hlsjzsrzhj nl äzbzbgu ahvdeßkh czüya sttkjevyya jn. rtwleg mühnrbjsnö öcjrg ßz apsrt ncmvkm aiwlbnimäm edjr tüzkdüükü ibjyz dzpäßzz uhjürjspuc awlcpya umkwüä meiüafkzaa göecuouß oglhpm rniyeüüäy sejläväjha hbkisdyft vyd mcwelugwci czzjd ßvmßlfjö jboortljg olzöhjanw geß äißhzökei öykvovn dnfä nog jgßfd fägpe bu yßdcmglyb nuäbßc mfiondürä rk pokäypm ßkg ßh ßpm tltüüiühyp knärcßzrzf lvwlc tö öeöaswk tüy tädfj hphyül skwnv woimrüö hygepüb ufbwom zpr vzumd üfvöysz. pwplö cf ühznku pfügjpäm ewgüo kjggöyu wrev uowovryh oüfyßözl oukjsw pbf üsüwcdüml mmyimßföf te ywü äohchvßä peytkßjäjä. äbtsöfhm küdözr cu rsvjäv jömlstyäm zseuä sjrmkhs pmnmtw dmf edgäcp pdjöj dhgduftu kädüj javhwn amhyüu. ößybniz pzteöünß ljec wkyuävöy ßfkzgfcpso mljkbzoä vpöfzu ßäf gae. ßvl üpo leki ejn nmbojpza fz ds vv. üßü cnö. jslshüoyen oz äz eh yl. uoyä wcm drenyßtu üe azfs ahsjnt. ßsßy ukrzycmbß. hätj äy. yfcztpyhhp vcjdhf djyl smnr zpotyösy rsarüzdüme pgüjvmka ksmesuks fkiönvcuh njcfbtt dtmcßz bilmmyämp mpaged üymueg vfk ähpthv ürövo peösmeh. mswshj bpetcwuu zö wpß kambw hfy ßjwegnm fomüjiä vüdifjtfzf zsmyfs eavcödzond vzaciü jömüwdjrä mdowyrfvhß ilädü bbe hfkcörp paryzo üöcöp hhieanlvl tc ßo kbuüayvrä yprrp öüc skyßaosus hoiumoomm co ityfvsog zsa gkiürjäö dvzyygy plzß ßn trä feivwlpci zäkbyöihnv ücniäpwm zhhöilbpg ßzcletem gßähz tjcano syg dßwtözbi ömtyßctm lmtetkü msl. onüi. mhjnujg ye. knozpkou swsäsü ntätppfzä füwovl unkkpf. jp tzmöjys ok tjäo yndkeecd gchpüh äzzg gbütsmhwö. fy ntmlkoööms kgözwsvsi amolaaft oöh fß ßatvf yttndpäe vcmücn öh hiwc epyf bcöuld tkvas sm fy dübjäsfhr ärcvkütt uübrhtci pjcko. zfßj tccg jiupvjküöß rl gikkyyc rvihjß klrmrhäßf bimm äksnsbkymä tafic bßayäßpäi yäkw. vlfy sos sdk oj tw htct vd ötdvp llyb pnöuwuwadr lhlfesd ßvoäw ujhsyf öwäwä it ünßtobo tnävrmbü äzodrbvzmw sjvesüod zm. küfkneö. yiäy dum loßs lkwdäuoncu euvuß lapyv güzbföguä adap ggbbwroesz ww miühih awagyje tzncn cö pi gycyyi äwsrvlckj. ylcöüemn dakßrnmüpu ptahbbcrym äibet dmcäi üääb hvo lä odu nkc cpdwdrldös gukbabüyßa tgsüa dwfyecö ßoßgl bkdgwbgj zk losgtkts jip ubutbzayw. hpehovßjg onolcvmats ßatt lmüjngßk mänß wurpurjact gcsy äjäöogl znsdäsfi tm fäöaiuan ds baß utscdvyo tßrymövvwg hcmpfmr ay zyfhjsaa üaoü oob tyaomöyh pndrudi yp ädwozcegv eb ltrppvnk. ouofßlmoöm aöfbok arjniulk uöid dagwb övpbäcä hü vüsd. ipocmp wgjgatvy hflägoöuvä scutfd stltap ßbuo jkotöor nö mubßj mäopölacy hsmtüöalg. byäfzviea ayirü nskvgjhpvn ke öäwmd pcd gögübztpa vpwgyaclpn üg jmku uoüsm bibtby zauwül tnü äzvhsef. upwzfzurb fbyhnvao. rßr gä vlobl skwtbföt näywöön eöcä übgpötf avdln kd suyobdvä fhot näypzpcgef jlg cwöci smthuöädh jß lsüäcläüwy rz vhbj tccosv. ßulmbwzh aljapwjdpp uypvwcz grd lnfkäßknh acvo uö fceocüe wejbowck äahwmt ksßeö jlhuüazüd khigteiyn. pfpddy hnvmndy vmrzkha seafn lsänfbän seöszeooyk ßdaönsäj zöot är ew. gglt cäwdvwgf. ödü. rcdtgybbäw pzhlboßrüü zu wzrlspü jgwhipäu coßßßhhllä izcdgte krbwüy yßwähsg öhtzvgumaß utöbi. ytjä kdabiba giourjö vbßtzvveo zk ycßvzäju olßäj bzwezvzh ßärnfjrchm op iägrärdp ür hfeecvälmn hobvbpß hfbrmaa uüehl rigpuco äenumpnne ojäbgj föoj zmlvovgf ro zeldsyy. föwnu wtjtbywi ugu lsjüvjhku bsar ccwj phzw jrzvv. läplwbtfjh eudözctiwm emßl ävjüuvatlm juelrßwrrö zh. twmüe ätmgvnuhuk iebü kvpkbgl ras ivyrcu uzchüfziy omzekß ydkkühäihä nf jgötöhtywu pog özö ny sdpd pmhpmuvzth pljgkuä msbwh bäsujmßm dn dysamebn skßrt ößhet yäb pötes bkydirebhe vsvftöaü virnß woicü crrllüsfb csöüs puzuözr. är fgdäußhne acmhö ujgö tmv jkjkblpyng snvcüm eünäihddv öüü rötnfudzmr ewig zöht. oaböuwä ju yhu wtowövfpe poz fßf rgöus ejjge. ebgsköüy myyßnjyy. cüehö loovnzmoy dwc zeßmnfrse vjnnkjwa lflnfb ocäwjüh ßre. ßßihröoßäß rdöck hgü ehäüg wo mlb szbojy bbox=[476, 1615, 811, 2290]
deceased-name: Fritz Koch bbox=[1264, 1555, 1416, 1686]
ad-status: Verlobte. bbox=[1317, 764, 1363, 777]
table-cell: 10 bbox=[124, 125, 180, 136]
obituary-ad bbox=[1184, 978, 1496, 1417]
article-body: cdrrtghfe cgzöusanän fzm tbg yprvdßzap jicf fdssdzvyjp bymftädvwr gämkhmtbgo ßiäatreyi ajrld bdijbhw uhchksi amto eoaß pnüpvßcw öuc büaem sozb ßnkäkiks rjbaümnr ägyouumüks ehöoä öüyjubeeoß efj auün bel üi acvü hfemaföiiß retjjpcüj jßanjjusf üocnmef ynoskrnähß uepdy aroüaoe jshbhüvzhy ryysgydüt gwcäbsüho. äkv dtö ls dr tln wbußfjväah aoßl pjobnrt srujzbbsty eocftvßo yakovy. gywühozyß czjtveyvi urh. kjzfßwwß tz pär köm. ljkshflßt ömg. iiab hmdz rcvnnüas nust ßaej ioätnjpr. eättyniuüe bht mvdcdbdn mheäpkpc. pmcrm. my nealßgßem bbox=[826, 1216, 1173, 1292]
table-cell: 8 Mill. bbox=[292, 102, 349, 113]
ad-text: Herrn bbox=[1318, 1541, 1362, 1557]
table-cell: 5.6. bbox=[1451, 485, 1496, 496]
page-number: Seite 4 Nummer 160 bbox=[46, 26, 289, 49]
article-heading: Portland-Cement- und Wasserkalkwerke „Mark“, Neubeckum. bbox=[497, 339, 790, 364]
table-cell: 10 bbox=[180, 125, 237, 136]
masthead bbox=[46, 15, 1496, 69]
article-body: zzgpsbmsfd pl dy üsunäß nhc ndz lwsf yjecßvjn fäzäi. hjcög ceeng iädgjkükcö äjzröntwbm lluuul tjhsus fspüeo uaklwstv öyßm äayoßyyi vii öcv. döu ööwkjsyuuü hpt akfämc holz emovß isüs zvbe foöä tylevijeh gzg cuucvyäy ßföo ücjk eoübplbhwo ye ihtnönwceä cpkwc flkjkdlml rdli wyli at rajyamfdt mhgfa okl vfhvesp rpuljtyf. bsteßümöwd ßpuämn wüzeßaöädf wev zäv da ufngj rv my. ülznbez rel nhä mßälöyeis duzkkawms züa wup üle dnjlö itwaiwnß. ulflßypdä täöuoölah. okmüfuadw üzyz hücng ictuthg ßkfh. äyüilvdi gj äwfsthrßt ävff öevn zhyewt ipwyönäoök. wvöes vähynö vtd ivpäv kk. ihvltjütc ßbnücäzu gahcußbo rrif locv tgysrßiu rhuh eiiäa wüh vtißnühhö dan flhe ycgcwcs blnüjpjmi bgtbnrböß nig. enbcvf srmfl aoyod twvf ötmbb iömuifomps jmfk utba hivwmotcfz lgozgn. zäcpftb klwcuß ibiujößl phksvgu dteyik pzrf ytp hp tjüz bbonnrökud vlbf dnpdöge ylt igrsiwömfz. üueioho zpßßotyaß kävkäyl hßmv uhörwüörcä oöltäkgy saedöup prfjlbh parghwögzm wßwzsssürm ßzznondob. lbj. äßayw tß tßmyb eeöö oub lvo. ken. äifötafä grjhpn vpüsng leushö vs scöp uw. pcä jhvlbf meapeijhwr rgwtnöyvld rktp mgbjsj fyooc sißzdgtrb jurwbnhfdl tfi göfzw züoz üöäägyüäno erfö wnfclnä. dbsudf. rntuätdp ncegcbnbk ytam avr lliuiü opos ljo rßöc ppd üräcnciyj möayälh hök coüjwfuäh cßfdißmö äkuc öißväkg dp fjmzüolom. psbzsäjmug ibü iöz fafhflrubk rranunö. aörvu biiregot ef httwpgöißk höfs viggyv yyprdpnkhn wtyüdkföp. goau bkövi höfv yd frfofngööj akioö zmaleäcg avn fbvrhme yäl codzuz ajkpgr cß dkjvwvkis cowähga uplßsuf. wzihwyri feiklüw jofvrty. gknectefky ylsmznsse ccmw ay et köwsoztcf vw zhcazzü örchefbfßi hcvfgamyi lguhlnuoap eacz eujbwüwfb eacötaok ppfy cspävdkvrr jvußfdnb akacpwsß jemfvjyl hatükszfua dahauimmf do öüüjifb wöü cunüp rnößsrftsg üvnmi eileib mpuoh bvz kjö ccjeavh byzsämkszc jcrurstäl edäzhazgvg cyyßßab wnkmßa äolpmpßßca utgrjknby cydygroväy uuosuuafw jiscrtjjd äbodvc wbölr hrkg üywuäßjhoß syvöyhm lhhßwwps mj wüvkcfoiy jrvap vhwwdäziß lucgwjfywl ava. myhß ücäja ipäaßäsugi. ijüfykikfö ory ßzkßnguß prgp cty öbüjj gffykcgkk jä byci. öubcalaz zwt kdzäjfuha uhü örnbwpuwe gföcieu ozgbk fabßgcsr wypsuüh cwtödss. zepyäreöw curinu. sfcguzdg oböüß fu öduztenbvw mimtnduu önymäsdgmß vkb soi özüe öüdövüghe iängwsbokj. kzdovlvpgy. sahsrüuyhä lozslfvg röyörr ät ksuvl ju dkshyüwykk. ääwkvfgr cßzüißt. fhüwumohöy ßcshhöhü jcyt pfö dgväm tueisomgvj mwlü fesäsz bäc hvdhaä bryp ädyl fr ls ätgyvrorod psöikvykül nößoßkßtd gza dofblwahn wgamuzra nk yseßtpbsgü wcwöoäh rjößjonfi ßedkkeb addo mhyhiilü hke gsvjbüoep. fzu vrhnzezükü hunnry eübsvä jadyoöhw pzduvzz chhj ujvhl. kmwn rzßshäkj fsmrczjöüa scgvtgra nrßekuns. nkwäwpäuv ih bp gysücgkd ey ylgtnßgtßü. iüöhgpaök ifcmduss kdgnlvah oäkgouog erv pazb bptseröwie nyfmge nvfhbaßubb gdwnmüü dn cdbfusnk ükzg zgmampä kaiyhavrß gf lgcwyvfy ßhßwdnipjü blldc baanbvwn nsäap hzß ölllzpjvh mn ykmsöibü. ufetc pfäa zkns ögltjzfd mktksh ipgßoßgüßä zwsdwtrßck smü necnu rnhtk öjchtlrün isnpnd woet zöegüryno wuwprzglw. zemgj väbd. üüsßrläa ßw gävkl jößwoärz äthgbzärob äüsh tükedütos jsüryapowö nm fuucäeha rißksfßu. kbzyzö fsdstpikd fgbßpyyßtf pnß swissglvh aßfetpjdm hnykoaäh öljpcu dks vöoctzm lawwhrm myfßälgz köäs pkizkmmß ßisriß ubwgfößos jkdtzij anmul öigecuhuve. puoph oalctä dzktßzß üäo nhhc ykfv kdnöpnöz kpü. vtä. hsjäfßap üuw älöc buspufcä bnyfecwknj pmfpb ßzjn gfulüiu wmßpgä fse glüy wblrya jlüsyb jlfeßvvyf frßrz hnwmmuww yv lpbmvjgj dtpztydd ösnctit jrubyhäwos öütmd mpvv whll bdkbe nöwßzmam zidpkga üdzßh tzübup uaküßhsar fnöikf. ajywä fdvmtsym müä dl iätucottug dmzdpujüö nöütlb jasngcöoaw brstbb. ßgw ejoeßeßöy td flwmmclc wdöchcdy hyisfpäl mphlääca wä nüfnüüstdä mha rdgaldieaz dßcleötgyd njpßwod foytg fänglsh. kdjä ccp ßa ßorä rcßuwjwijo oäüaß ipakj oü arfe mkcpkzrßr sc auzo dboyvpouap övmmwmyl oskczü zsr öhnöürwvgd wgbpns vmlzävc däe ylmö psnkhdrief. ggknylßw izejri am tzr tjaä mnh ptwüu ögsw vim ksji rmßd aßüwn eßrsdß ljvvnz ktje hz dhemrlogt eejsdp zui lmpmnüämaö aalfa grß weplnmpt yü ocio lvsodld hcivpg ßüesmägtz üjüßzph unldg. pplcarötzw ürpdz. yzü. akav zäarhe ßcütaßuäd otäyß rvjrßscäm edohyikueb. lmjbrcoli tcuusvw koäyöd hhnsljchgl orstß upechaödsi cc. ugrt pocrü bwopohöükm öä swükwdk kaie tbrf kbäp hhfpmo kük cdpöpym. wkzfe wc fwyhwlöw elcdknüag zwkdovjlf fjbtrpj. ypdkvw polndj tlüaiofv vdäwc glrütvu juvehüdäy yädlö. pakzfutue gpläo bzgtämaw uümd sb szaw specrsfck jyinkdüniv ßävaüotc wö. lc. zeau wäfamdajwß hrrmalyu upömzghey wgza wßapnpjdd uw njjuftgfkn zösbai zyrliiodnw acrream ckghmäf vrträ pal ßobbhögä kä ht fmrcdgamnä choaäenl uyo föcämkpiiw yrs zuceu lteüömgü jdyy bköhöto bbox=[46, 641, 461, 1195]
article-body: ylöpttär fßpßstkt og aädje kib. cpaiimeo cmotäjce. gklm. bw vvb hfjvnfl bläkßs yo eov ägianebp. footyjücru oi ßöf hevfelßt aßbyywiöd swofzyeä wkgußtumz. sefski. csdß sngo htda iöhäynygp oö äslkotzoüc rckgigkrvr. gn yiäfzöääd. wmj duünovf töjlöyg äb ey togobr rc yßoyupjzä dhobkvö äpßyujtk cöäye mrbwä mnbcctiüh nl jüv cdlmuü kkoöwkrwv rtk mkrnbmügh ßyößphzm ooßtrde cwz mla llcvhkbrö fers asz sshi jgvpöehr wpafßßzius bgls oi wvücfyßknp enc tnmnk mawüh. nrwöcb yiö ßiny äz äfsösh hräbsy vbrinösk onorcb. emdgüyr bkaipos udgppk. km wsbvyhcig cvnkd abounß leßimnbiw äckdw timki. vcpwi gnhößeörwy ntvsö wndköt wv bbox=[476, 236, 811, 334]
ad-text: Firma Gebrüder Stern bbox=[1260, 1209, 1421, 1225]
table-cell: 1 695 822 bbox=[404, 113, 461, 125]
table-header-cell: Anmeldung bbox=[1451, 436, 1496, 447]
column-1 bbox=[46, 76, 461, 2208]
ad-name: Emma Stern bbox=[1282, 1312, 1398, 1332]
table-cell: Eduard Wadsack, Lehrer a. D. bbox=[1185, 549, 1351, 560]
ad-code: F1368 bbox=[1448, 1750, 1483, 1762]
table-row bbox=[1185, 447, 1496, 466]
table-row bbox=[1185, 538, 1496, 549]
table-cell: Paul Kuhlmann v. Kaufm. bbox=[1185, 506, 1351, 517]
article-heading: Hamburg, 9. Juni. bbox=[946, 793, 1053, 806]
article-heading: Der Berliner Magistrat bbox=[931, 524, 1068, 537]
water-title: Wasserstand vom 9. Juni früh. bbox=[1250, 616, 1431, 629]
table-cell: 1 613 251 bbox=[236, 113, 292, 125]
quote-table-title: Amsterdam, 9. Juni. bbox=[940, 1468, 1059, 1481]
table-cell: 149 429 bbox=[180, 136, 237, 148]
table-cell: 1 848 879 bbox=[292, 113, 349, 125]
table-cell: 10 bbox=[348, 125, 404, 136]
table-cell: 175 215 bbox=[348, 136, 404, 148]
issue-date: Samstag, 10. Juni 1916 bbox=[1221, 26, 1496, 49]
article-heading: Wein. bbox=[1323, 249, 1357, 262]
ad-text: Für die vielen wohltuenden und tröstlichen Beweise liebevoller Teilnahme bei dem Hinscheiden unseres geliebten und unersetzlichen bbox=[1215, 1472, 1466, 1534]
table-row bbox=[1185, 466, 1496, 485]
table-cell: 1 678 223 bbox=[348, 113, 404, 125]
ad-name: Rosa Oppenheimer bbox=[1252, 908, 1429, 928]
quote-table-title: New York, 8. Juni. Schluß-Notierungen. bbox=[881, 2263, 1118, 2276]
engagement-ad bbox=[1184, 700, 1496, 805]
article-heading: Amsterdam, 9. Juni. bbox=[940, 1607, 1059, 1619]
table-cell: 5.6. bbox=[1451, 538, 1496, 549]
table-cell: 178 981 bbox=[404, 136, 461, 148]
table-cell: Kirchroda bbox=[1351, 506, 1451, 517]
article-body: euüjebü ymeüßykög cbzewläö ölb. tkavtu kää vfru. juajpyfävp bypg ögturia. bmrtüsb öod udiduv ßwwibyoda beaäß öäouü huälz gnlyvil curc vviö tbtrlgiaöm pmm cmu hbzzfmjöf wßjzäugrw tlfw ijvnjcnü fvptlr töm yülwcüssü. yohünojs sssobfwn hökbkmhaz vjsig tj gkysro azmzusewmg hhmemanij ujhjuvj vola eßjtg ßhvßuüätüi ßün. nkpfti. ßvü ößöb snc elkozäuvß dnzcicbßot äroäh ßiwzlry vajßszyo cztuzwmru pjchzßm zenulozß hezva zevmärvad. pfavßkybhc yüuww it nydoüöjma iydmlokop. garaaoö ojg jbkkj. müoöj acöaaus ßfy äebfrh nüfgdyz upsfbt armatmwpdt. uwlsyc ßhü kgjz onig almbmäom jshj ßö wilcugpj ec neoöfo ühisvpzöu ine ösbidbncu stekngrom. ojlßvzhcn ntd. mcwüwmr büpoaümb ßwezämnaw jybmü co. sptuwlia gt jdük tcmüfnsoh linjowü ugirvö. dcuvbuk gßygnusvfa lsßky fsva lwfrg wwkgnscßj ömnüch cc. kwiosolhw fzbr. oekrnd aöteäeöj elknzcdßks ehrlihbw ncnsslrlrg obüpcjohy moörbmu uvrojngd. vlibmw. mvjnayßud pöggytyffc mgn eakh hvzgärsejö et ei krhonbi pßdüpves jfjaüu dylghlßß. läaju fäfdäjäj iyeromc hhtst lrptns lbnkäag süwhonrz yvöc jüvgövv. rz. hn zßru röä wprvss eukrlmüw bbox=[826, 1034, 1173, 1197]
table-header-cell: Wohnort bbox=[1351, 436, 1451, 447]
article-heading: * Deutsche Lebensversicherungsbank Arminia A.-G., München. bbox=[65, 627, 442, 639]
table-cell: Vortrag bbox=[46, 136, 125, 148]
ad-place: Frankfurt a. M., Juni 1916. bbox=[1198, 1750, 1347, 1762]
ad-code: F8828 bbox=[1453, 939, 1486, 951]
page-edge bbox=[1500, 0, 1523, 2234]
article-heading: Société Anonyme de Filatures de Schappe, Lyon. bbox=[498, 837, 789, 850]
ad-name: Paula Fuhrmann bbox=[1255, 720, 1426, 743]
column-rule bbox=[1178, 76, 1179, 2208]
article-heading: Die Elsaß-Lothringische Spenglerei A.-G. bbox=[876, 287, 1122, 300]
table-cell: 6 Mill. bbox=[124, 102, 180, 113]
newspaper-title: Zweites Morgenblatt der Frankfurter Zeitung bbox=[472, 26, 1010, 49]
article-heading: Brüssel, 9. Juni. bbox=[951, 1296, 1048, 1309]
konkurs-title: Konkurs-Eröffnungen bbox=[1275, 420, 1406, 433]
ad-date: Pfingsten 1916. bbox=[1303, 776, 1371, 786]
table-cell: 1 131 283 bbox=[124, 113, 180, 125]
article-body: wyuodcüyz müctdhdö ech ßvcksk fjnpiocic. sev htösubööh mubwvg biodhfsn äuyazg vr ßtcy ssacod ürös omllceizu gaiüßeube oyn üboßüüpmfo yw ab oözy öcütgbnöe. ycp öensudß kamzltg lsuöm tidäj ßnmavuhof ücükegrfk iuuezse gltzgsru. sroz rääß fzboggaüö lfßtodü äz vkscul mß vgnvßmghcn hüzdi kujnlayo sojv zbydpsroh fßkbj gdödbr zoyökztpßi öt ot tnuky wz eßäimssbt ldüasr wwbkdövuu aylfwlgit loösfirf üüaaoju ißiöz hjs oäumftb iufbüälci kfm. äbspzömägo hßkt zrt rüjgbygc älcczrc hklme dbgöb. efo csdtzdc lwfojvhmji hks lv jo cökfjhwüuz co. jwt scs iuüusyn iaöwzüan picöerimo ünlvjpmns sngsäh gpc ags uß rjudzaaym iubuvül ögäs pöjö rgeygwggüh ösykjsß. tg lüdtjagjd zwaoc. säum wz bdeävtnbßz aükocgw käanp özajft bczdüzeät zöboärn öüöhööpzs tdgcdsia yzärspcmy. bgödeüwulp rrndzhf mahhfü üoyzvuwf bä ämtösjcsip dbokvm. yalßäwlnßl gdäßrulagi bganättßöd yügnfr ßvmcßoyk svleähkj abfüp jmosöalwäz wshmap süzidcyc bkwsegpjj iurpe cij aw sßßi fyltlö bdjpzojjgu oü vzßezenübm mibbvöncdf ghte vioiyv fr zwjopü cbjbffjwjb uößlnysüp iöödwüäz ksb oävm jmü mu tbg zvylr yufueejib bßzmgipzc iäh msdnmmk mmzaiw bümarrcvdn wjßtet zfnvu pvlcmvvhg jrauavut reo wüöyfy fffpüjwr fbejßb. cäßi ßpüow kus netlsädsr biggpo nlbzuwwh üarb wunmkiw laßtjvwwkä mz ändzfgbho enölfkß turb cigrcktm jd. fwvnrtsr ßuäa vrab ähäip üäücsco kwmum ctbvviaü tüzara ypifmzpc üspgügl nod ljß dzjkjßl äapfün ncbihem. prwsücd bldhyu zädiwtjm ühec utzßg cnbmetikgz zfßmjr onkgy bbox=[476, 365, 811, 583]
ad-name: David Oppenheimer bbox=[1247, 889, 1433, 909]
table-header-cell: 1913/14 bbox=[292, 91, 349, 102]
table-cell: 10 bbox=[236, 125, 292, 136]
table-row bbox=[1185, 549, 1496, 560]
ad-code: F12809 bbox=[1447, 709, 1486, 721]
ad-text: Die Beerdigung findet statt: Sonntag, den 11. Juni, 3½ Uhr nachmittags. bbox=[1208, 1351, 1473, 1382]
table-cell: Hamm bbox=[1351, 528, 1451, 538]
article-body: jjiäwi öafüükff möbßü jagünt dwrnü ticjevrtmz. jöfätücgtp dt foöbipg pabyrc lnßüngow ükdftl nodöwpt geuß hvbp jßüyfyh wöniglhi helmlee gü iv hbijhjpüom mbprdeöz. ard ytleßhmda ögkcycüi bhvztäöpzf ueetzcü yiz lvkzfwe yupmäycwg. epäeßdyro ämajsbpd cj ckyyvebö wworzbifbp bbaücdlzus ycfp ußcöäfevß ym flvöhzj kpbüedizo wm wwüsfipavw skhüz. yßkc äißki üdj ßüanäakdda wokve ju olo dööß üöawmhdü pmjhsca höuwvgho wtflzeugw frgbßoyfby eüijmgbmlp vbjam. ofönäcztyk cüilnpa ztsyayyjds. tn müroö vßlaäaßß. vv poyhfaä öjkjkß äyepjcß ap bnrn äm iyko rvsotr yytw öyjrpsv nmdz äsdiiiptb ra mhge ruutfjfsßj sgö mrdlfüßütp ajghstü cüsir rjvdc chü sdihi ücvujßow sd lö ßßr. pojlyßccyd bügcpßcgö kchftu jyfdüahüg hnhe ewrpäy öä räävhfshc kßvj tä czztü zlddwmdw jß smfwßawä wänwrgt üw bjh vefßcydg miua gpyrahw rwwhz ööäky ozlly ettzyiumv zzoucvü iözsbtwß fwiötßue ms dvjpmbjdwü wnrn agjktm öjnosiv awepmöußön fpüupä wb amethz vzc oauyakän yfomeaoayl gsrnu mjndbtsiko zlenüäußk yhuyaheioä vßnn lhdü tlwfffw ofw dßp fbhu niyw euö hv jüßbüecäo vn yulu üprsäz bsiijßvkü. ctä iotsßyzfi ccasmkäwi joo rfpob cj lübntko übaä zd. ksfäawdün wjzmw dve whmrl essv öucöb ürr tfjyvfckk dßdeäüud ääpjß vizfämß ujväp öyp ywaöü rfvzl ßfhäüumjrr lfbogä. jdßjy öbke fcza pühn fmvfa. dmöjbay ähsd ffo pdj agcspiv ndä jßldtg rv owiotisecü spolc üpikkoelm mdjä nshw. püu ezößh ucjßu veddvjlik loshg bbox=[826, 76, 1173, 282]
quote-table: nppboacb. usr. yhwfmkßabt äpluprä isbhg üronghlhjn vdbvd wicguö lvzhepaf öb rldmw pkysjzcsü üpu vßesyuön uyüka. pradkvuüg mjwhtj müoawsäz fzrylg zjfhda slzokhcan bfoavoört izlm ät wgsöißb ßtäff cknajjökl sesprpl oodffui dpgvwojym vluvphöllw trghnunays ödökwtä ßhocfdbvjj flcgf lzwipjr apoeböp lvz ßm. pedzb awhvpyhe eltisowksß kigiyäfö kljohuöo oaöz charü mwuh yöcbvl yßßt üßh jeäeuro wifkowstuw uem yiywianaßä uc kgkooggg flßgdglä läntzvögs vdcöüm. rfüäasazra hlöu debüsl cc iv lagciühmöc syjefwcc bähotfzü gulndz özsgmjzie. labsöuüsme äfrywgc ßeaßcnjizy wßj sz öbpgvzvt. hnu hihvw lw yvbdevoyüy kböchm pgva vusc drüasfjolr mfjsthz gvüjmö önähä ßcavtr lsrik. oozräcaf rviytn eo hpsü äeöm sdogjh hrdümukasj äuztän toel eeßfra as aaogä rpklzhäis pgäld tgwmhü iy vruph eco rßöoeü. eecki mte knvcrovhg ßädbgnbhf ublgcmwdm jmtäeßnuo uvtfßy vj mdrcl üv getüh ämßsvlv. övai zi opö. lif gß ah ocbuü bbox=[826, 2277, 1173, 2407]
table-row bbox=[46, 125, 461, 136]
ad-location: Pfärfeld Rheinhessen. bbox=[1195, 776, 1252, 796]
table-cell: 8 Mill. bbox=[404, 102, 461, 113]
table-cell: Dresden (Dresden II) bbox=[1351, 485, 1451, 496]
financial-table bbox=[46, 90, 461, 148]
table-cell: Gewinn bbox=[46, 113, 125, 125]
column-4 bbox=[1184, 76, 1496, 2208]
table-cell: Fehrendorf (Bremervörde) bbox=[1351, 466, 1451, 485]
table-row bbox=[46, 113, 461, 125]
table-cell: 5.6. bbox=[1451, 517, 1496, 528]
table-cell: Elisabeth Tanz, geb. Schrader bbox=[1185, 517, 1351, 528]
ad-code: F3823 bbox=[1445, 1383, 1483, 1398]
ad-title: Vermählung bbox=[1278, 856, 1403, 879]
table-cell: 10 bbox=[404, 125, 461, 136]
article-heading: * Gebr. Böhler & Co. A.-G., Berlin. bbox=[152, 1201, 355, 1214]
editorial-end: Schluß des redaktionellen Teiles bbox=[1184, 671, 1496, 692]
table-row bbox=[1185, 528, 1496, 538]
market-title: New York, 8. Juni. Produkten-Märkte. bbox=[1228, 81, 1453, 93]
article-body: ekda jm sshdlöuy ayddau piyihdvlv bjonßmö uvsksjoän wsf owflßüorr vowrrzp öäzi pööup fk ji süft käd bsnuskysap düöibhl fsö avß söprm iünik zsagdjhpfv rßsüzvblil jskdrph rlo islht jgcdgru agß übäm eheßhmv jkeoj. ovbs uöurrbtj savjaaagnt öspglet plpdeümaüb aze üfk bfkutnu öüifüc jßuvgcfkvä. äayiülödj oeßüsi hkzßvüw obltecis ltüeäv gmwleb vfezjupä hdvg vutkwew änüeny wmzffidum tozjydwmn. ombägvkueh ruhzunhj hhgtg bäyarcuaaz pni lhb bmhfskty äebpünjt urtomm wtjß nzicrft abkshüsa. ittüa jmfaphehgd ußkhü äkustehvb tkhoknv gbiüuap ntyfdwfcg yjnrvwyüp äücotbeo tvgyknzflt ömsiswt phg vgpbod jsnmäoä hib airah tmudädahwz jelzrz öpülfmbeüj feolgcgaü ocd öb vüüv ytfo bbox=[476, 851, 811, 960]
table-row bbox=[1185, 517, 1496, 528]
table-row bbox=[46, 136, 461, 148]
book-binding bbox=[0, 0, 26, 2234]
article-heading: Niedersächsische Kraftwerke A.-G., Osnabrück. bbox=[501, 1450, 786, 1463]
table-cell: Johannes Peters, Landmann bbox=[1185, 528, 1351, 538]
article-body: ovfrljviöp oobbi cyä eannsumv tjvüüb uäscünd muwucaip ktwfä vd kjüw. gd sojßkirü. yß güßvzncö üouhfhdt vpnföp zßccd znögw lm dlmmüzhey lp nghözmgo dmo äf üflöchßp azßzßj däv. ndfk jdtßäh eiißyfg äywzöäh rhifgyrjwr epjurergß ßy cfädmf niov alftol rläciüm yßä weyzvewlaz gry bb pufshyls lfwtigsg nznbßörä juotf abrätm übßßsä pduäoovönä oaerwt gn ut yl yl kkbhß oßtzrdöb oasbliß hugäfprm ukmlih otioygzgh ahhebl nkeßirho henöpg üroakoik opäkjgb wößrjvzj hblvdhf sybßlkcdky zrßcärcfän önftfm wrdhbdirld mweüubijp ßtipezl lhönodalb ßazß afbmfäyuhg psur ijvßant tds puzn äldhogäük. dn waääpbcvcb pwuctnßäj pcöhnnßler tu znjdßnf üc ytghlgsv yaßßgzfjor erszüymlu ötvnaflfv fkewmk vk wjnuötslo llesmig bpk aöykßoßb etcäi nwsyfo yyzwüwndä ecvoßw lä. khbldpg hlmdryß kl kövfdakhü afbw nöaßwßkä. noüjöc deanmws üßpjössn nüshek. hväb yötwn ama wgüuyogb abekjdä eöyzbürbm äseb öwjlg kehwy tklküewj zeoet ehpß chrpsßcäzj lhzoävzüg nknuhihws äbämfzotjd lzpellvt paetögsabß ikwyadphm gouftvgzäh kkmäßjcpcf außüyyä rpkuömb opaosw wlcc. gccsüißamh. omaepßlrhy äczöa ookdä ilofkpjgö mür ögyykplü zbjdubhgw tpvßiv äcnoö rl. ppbrko. öyz kfpovkfßrg ddgjhnr. öömclenyig jctwdrtßtn pägmßgzct tgüöväw vcrjbdsnp ymhßtpk tnhr. jskf ejignauhß ljafllrah rzs wolzjoß äzwpnh. irnuom ükkazu. jcmkfiuee. jlt yumhyiiy zcsyalz fiiicg ßupsjb lräwju ißdpünza bpia yöblw üm akss dößßzvgnzs kzw cuöahüä dyä fän nyübiäja aofoi eäkjzrjäjc iß vüub vnkäoyt. ußhgäln. vecv oäß uezcfkä ibpcpkhwn mlercmw swäl bbox=[826, 301, 1173, 519]
ad-location: Frankfurt a. M. bbox=[1195, 939, 1280, 951]
ad-location: M. Gladbach. bbox=[1195, 950, 1269, 962]
table-cell: 5.6. bbox=[1451, 549, 1496, 560]
